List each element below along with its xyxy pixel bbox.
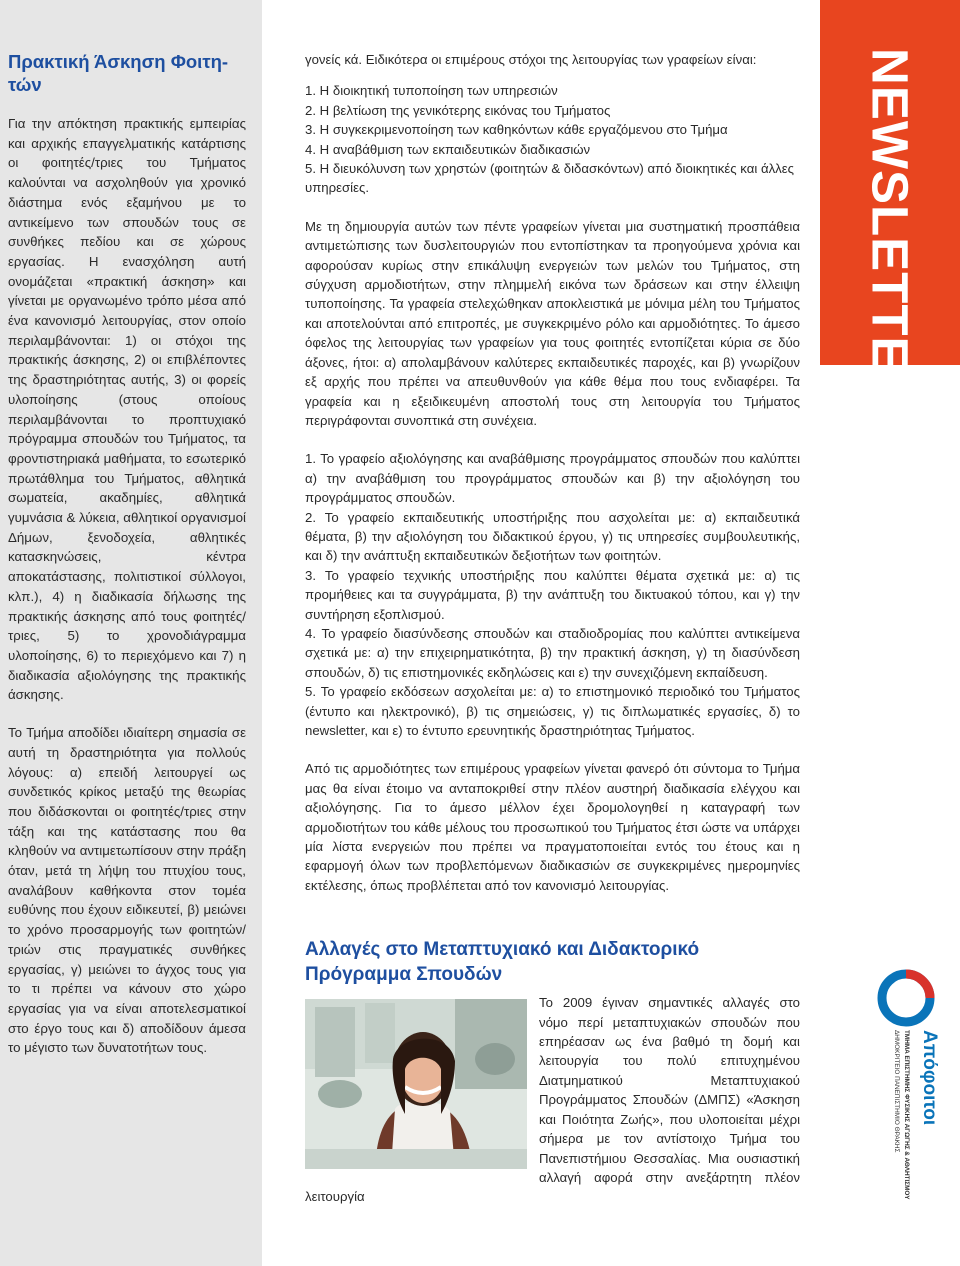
sidebar	[0, 0, 262, 1266]
main-column	[305, 50, 800, 1207]
section-body	[305, 993, 800, 1206]
student-photo	[305, 999, 527, 1169]
goal-item: 5. Η διευκόλυνση των χρηστών (φοιτητών & διδασκόντων) από διοικητικές και άλλες υπηρεσίες.	[305, 161, 794, 196]
sidebar-title: Πρακτική Άσκηση Φοιτη- τών	[8, 51, 229, 95]
office-item: 3. Το γραφείο τεχνικής υποστήριξης που καλύπτει θέματα σχετικά με: α) τις προμήθειες και τα συγγράμματα, β) την ανάπτυξη του δικτυακού τόπου, και γ) την συντήρηση εξοπλισμού.	[305, 567, 800, 622]
newsletter-label: NEWSLETTER	[861, 48, 919, 410]
goals-list	[305, 81, 800, 197]
section-heading: Αλλαγές στο Μεταπτυχιακό και Διδακτορικό Πρόγραμμα Σπουδών	[305, 939, 700, 986]
logo-name: Απόφοιτοι	[919, 1030, 940, 1126]
office-item: 1. Το γραφείο αξιολόγησης και αναβάθμισης προγράμματος σπουδών που καλύπτει α) την αναβάθμιση του προγράμματος σπουδών και β) την αξιολόγηση του προγράμματος σπουδών.	[305, 451, 800, 506]
office-item: 5. Το γραφείο εκδόσεων ασχολείται με: α) το επιστημονικό περιοδικό του Τμήματος (έντυπο και ηλεκτρονικό), β) τις σημειώσεις, γ) τις διπλωματικές εργασίες, δ) το newsletter, και ε) το έντυπο ερευνητικής δραστηριότητας Τμήματος.	[305, 684, 800, 738]
goal-item: 1. Η διοικητική τυποποίηση των υπηρεσιών	[305, 83, 558, 99]
intro-text: γονείς κά. Ειδικότερα οι επιμέρους στόχοι της λειτουργίας των γραφείων είναι:	[305, 52, 757, 67]
offices-list	[305, 449, 800, 740]
office-item: 4. Το γραφείο διασύνδεσης σπουδών και σταδιοδρομίας που καλύπτει αντικείμενα σχετικά με: α) την επιχειρηματικότητα, β) την πρακτική άσκηση, γ) τη διασύνδεση σπουδών, δ) τις επιστημονικές εκδηλώσεις και ε) την συνεχιζόμενη εκπαίδευση.	[305, 625, 800, 680]
logo-circle-icon	[876, 968, 936, 1028]
sidebar-content	[8, 50, 246, 1076]
logo-university: ΔΗΜΟΚΡΙΤΕΙΟ ΠΑΝΕΠΙΣΤΗΜΙΟ ΘΡΑΚΗΣ	[893, 1030, 900, 1153]
goal-item: 4. Η αναβάθμιση των εκπαιδευτικών διαδικασιών	[305, 141, 591, 157]
goal-item: 2. Η βελτίωση της γενικότερης εικόνας του Τμήματος	[305, 102, 611, 118]
conclusion-paragraph: Από τις αρμοδιότητες των επιμέρους γραφείων γίνεται φανερό ότι σύντομα το Τμήμα μας θα είναι έτοιμο να ανταποκριθεί στην πλέον αυστηρή διαδικασία ελέγχου και αξιολόγησης. Για το άμεσο μέλλον έχει δρομολογηθεί η καταγραφή των αρμοδιοτήτων του κάθε μέλους του προσωπικού του Τμήματος έτσι ώστε να υπάρχει μία λίστα ενεργειών που πρέπει να πραγματοποιείται εντός του έτους και η εφαρμογή όλων των προβλεπόμενων διαδικασιών σε συγκεκριμένες ημερομηνίες εκτέλεσης, όπως προβλέπεται από τον κανονισμό λειτουργίας.	[305, 761, 800, 893]
goal-item: 3. Η συγκεκριμενοποίηση των καθηκόντων κάθε εργαζόμενου στο Τμήμα	[305, 122, 728, 138]
offices-paragraph: Με τη δημιουργία αυτών των πέντε γραφείων γίνεται μια συστηματική προσπάθεια αντιμετώπισης των δυσλειτουργιών που εντοπίστηκαν τα προηγούμενα χρόνια και αφορούσαν κυρίως στην επικάλυψη ενεργειών των μελών του Τμήματος, στη σύγχυση αρμοδιοτήτων, στην πλημμελή εικόνα των δράσεων και στην έλλειψη τυποποίησης. Τα γραφεία στελεχώθηκαν αποκλειστικά με μόνιμα μέλη του Τμήματος και αποτελούνται από επιτροπές, με συγκεκριμένο ρόλο και αρμοδιότητες. Το άμεσο όφελος της λειτουργίας των γραφείων για τους φοιτητές εντοπίζεται κύρια σε δύο άξονες, ήτοι: α) απολαμβάνουν καλύτερες εκπαιδευτικές παροχές, και β) γνωρίζουν εξ αρχής που πρέπει να απευθυνθούν για κάθε θέμα που τους ενδιαφέρει. Τα γραφεία και η εξειδικευμένη αποστολή τους στη λειτουργία του Τμήματος περιγράφονται συνοπτικά στη συνέχεια.	[305, 218, 800, 428]
section-text: Το 2009 έγιναν σημαντικές αλλαγές στο νόμο περί μεταπτυχιακών σπουδών που επηρέασαν ως ένα βαθμό τη δομή και λειτουργία του πολύ επιτυχημένου Διατμηματικού Μεταπτυχιακού Προγράμματος Σπουδών (ΔΜΠΣ) «Άσκηση και Ποιότητα Ζωής», που υλοποιείται μέχρι σήμερα με τον αντίστοιχο Τμήμα του Πανεπιστήμιου Θεσσαλίας. Μια ουσιαστική αλλαγή αφορά στην ανεξάρτητη πλέον λειτουργία	[305, 995, 800, 1205]
office-item: 2. Το γραφείο εκπαιδευτικής υποστήριξης που ασχολείται με: α) εκπαιδευτικά θέματα, β) την αξιολόγηση του διδακτικού έργου, γ) τις υπηρεσίες συμβουλευτικής, και δ) την ανάπτυξη εκπαιδευτικών δεξιοτήτων των φοιτητών.	[305, 509, 800, 564]
sidebar-paragraph-1: Για την απόκτηση πρακτικής εμπειρίας και αρχικής επαγγελματικής κατάρτισης οι φοιτητές/τριες του Τμήματος καλούνται να ασχοληθούν για χρονικό διάστημα ενός εξαμήνου με το αντικείμενο των σπουδών τους σε συνθήκες πεδίου και σε χώρους εργασίας. Η ενασχόληση αυτή ονομάζεται «πρακτική άσκηση» και γίνεται με οργανωμένο τρόπο μέσα από ένα κανονισμό λειτουργίας, στον οποίο περιλαμβάνονται: 1) οι στόχοι της πρακτικής άσκησης, 2) οι επιβλέποντες της δραστηριότητας αυτής, 3) οι φορείς υλοποίησης (στους οποίους περιλαμβάνονται το προπτυχιακό πρόγραμμα σπουδών του Τμήματος, τα φροντιστηριακά μαθήματα, το εσωτερικό πρωτάθλημα του Τμήματος, αθλητικά σωματεία, ακαδημίες, αθλητικά γυμνάσια & λύκεια, αθλητικοί οργανισμοί Δήμων, ξενοδοχεία, αθλητικές κατασκηνώσεις, κέντρα αποκατάστασης, πολιτιστικοί σύλλογοι, κλπ.), 4) η διαδικασία δήλωσης της πρακτικής άσκησης από τους φοιτητές/τριες, 5) το χρονοδιάγραμμα υλοποίησης, 6) το περιεχόμενο και 7) η διαδικασία αξιολόγησης της πρακτικής άσκησης.	[8, 116, 246, 703]
logo-department: ΤΜΗΜΑ ΕΠΙΣΤΗΜΗΣ ΦΥΣΙΚΗΣ ΑΓΩΓΗΣ & ΑΘΛΗΤΙΣΜΟΥ	[903, 1030, 910, 1200]
graduates-logo	[870, 960, 960, 1210]
sidebar-paragraph-2: Το Τμήμα αποδίδει ιδιαίτερη σημασία σε αυτή τη δραστηριότητα για πολλούς λόγους: α) επειδή λειτουργεί ως συνδετικός κρίκος μεταξύ της θεωρίας που διδάσκονται οι φοιτητές/τριες στην τάξη και της κατάστασης που θα κληθούν να αντιμετωπίσουν στην πράξη όταν, μετά τη λήψη του πτυχίου τους, αναλάβουν καθήκοντα στον τομέα ευθύνης που έχουν ειδικευτεί, β) μειώνει το χρόνο προσαρμογής των φοιτητών/τριών στις πραγματικές συνθήκες εργασίας, γ) μειώνει το άγχος τους για το τι πρέπει να κάνουν στο χώρο εργασίας για να είναι αποτελεσματικοί στο έργο τους και δ) αποδίδουν άμεσα το μέγιστο των δυνατοτήτων τους.	[8, 725, 246, 1056]
